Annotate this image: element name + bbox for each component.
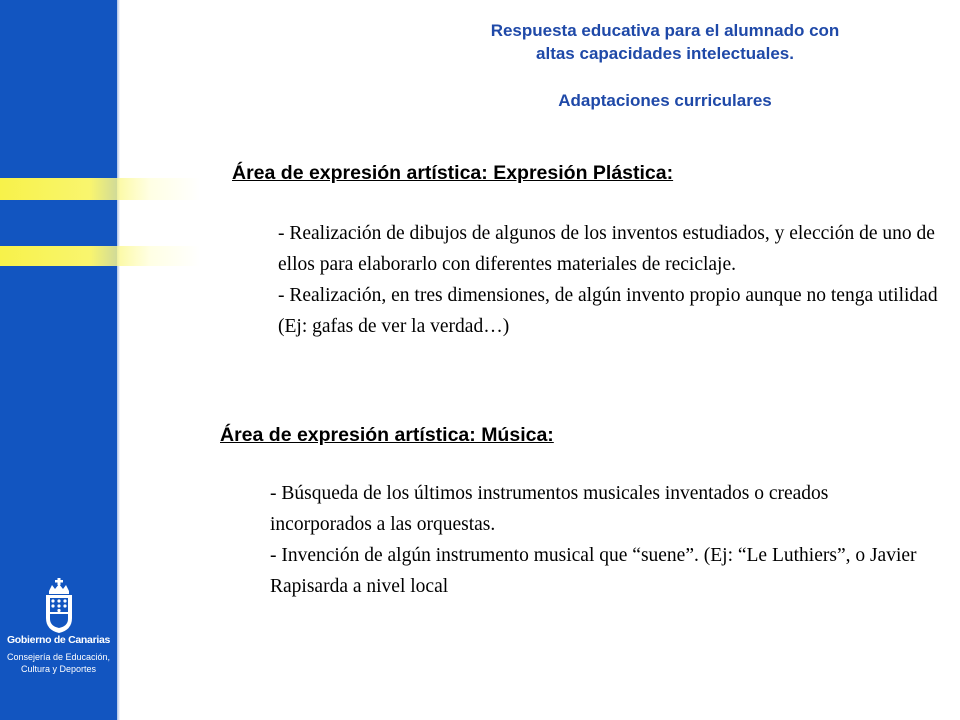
header-line-1: Respuesta educativa para el alumnado con [490, 21, 840, 40]
yellow-stripe-bottom [0, 246, 200, 266]
section-body-musica [270, 478, 930, 602]
list-item: - Realización, en tres dimensiones, de algún invento propio aunque no tenga utilidad (Ej: gafas de ver la verdad…) [278, 285, 938, 337]
section-body-plastica [278, 218, 938, 342]
logo-subtitle-1: Consejería de Educación, [6, 652, 111, 662]
section-title-musica: Área de expresión artística: Música: [220, 424, 554, 446]
list-item: - Realización de dibujos de algunos de los inventos estudiados, y elección de uno de ellos para elaborarlo con diferentes materiales de reciclaje. [278, 223, 935, 275]
yellow-stripe-top [0, 178, 200, 200]
header-line-2: altas capacidades intelectuales. [536, 44, 794, 63]
section-title-plastica: Área de expresión artística: Expresión Plástica: [232, 162, 674, 184]
list-item: - Invención de algún instrumento musical que “suene”. (Ej: “Le Luthiers”, o Javier Rapisarda a nivel local [270, 545, 917, 597]
logo-title: Gobierno de Canarias [6, 634, 111, 646]
logo-subtitle-2: Cultura y Deportes [20, 664, 97, 674]
list-item: - Búsqueda de los últimos instrumentos musicales inventados o creados incorporados a las orquestas. [270, 483, 829, 535]
sidebar-edge [117, 0, 120, 720]
gobierno-canarias-logo [0, 578, 117, 698]
coat-of-arms-icon [40, 578, 78, 634]
header-subtitle: Adaptaciones curriculares [558, 91, 772, 110]
